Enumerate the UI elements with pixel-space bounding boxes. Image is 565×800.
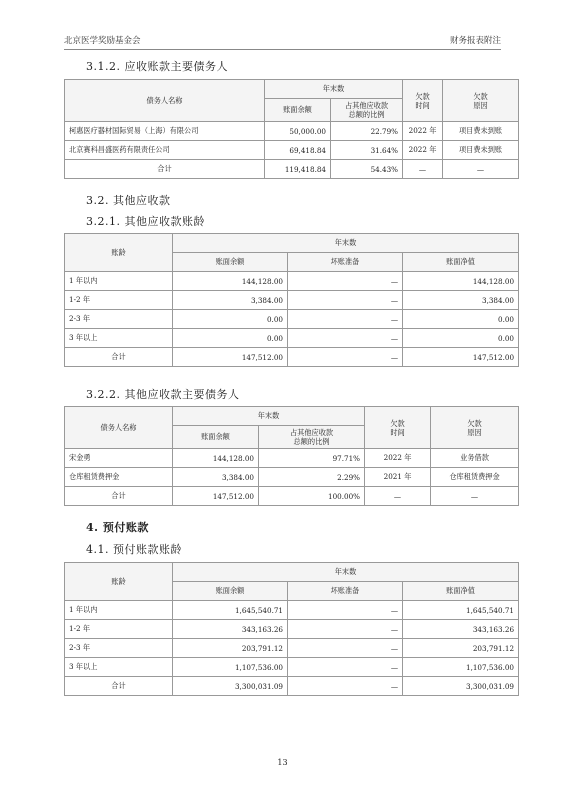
- cell-name: 仓库租赁费押金: [65, 468, 173, 487]
- cell-reason: 仓库租赁费押金: [431, 468, 519, 487]
- cell-balance: 1,107,536.00: [173, 658, 288, 677]
- cell-balance: 3,384.00: [173, 291, 288, 310]
- cell-name: 柯惠医疗器材国际贸易（上海）有限公司: [65, 122, 265, 141]
- cell-balance: 0.00: [173, 310, 288, 329]
- cell-net: 0.00: [403, 310, 519, 329]
- col-owed-time: 欠款 时间: [365, 407, 431, 449]
- col-aging: 账龄: [65, 234, 173, 272]
- table-row-total: [65, 348, 519, 367]
- cell-age: 3 年以上: [65, 658, 173, 677]
- cell-age: 合计: [65, 348, 173, 367]
- table-row-total: [65, 677, 519, 696]
- col-debtor-name: 债务人名称: [65, 80, 265, 122]
- table-prepayment-aging: [64, 562, 519, 696]
- table-other-receivable-debtors: [64, 406, 519, 506]
- cell-bad-debt: —: [288, 348, 403, 367]
- cell-time: —: [365, 487, 431, 506]
- table-row: [65, 329, 519, 348]
- cell-balance: 144,128.00: [173, 272, 288, 291]
- col-debtor-name: 债务人名称: [65, 407, 173, 449]
- cell-balance: 147,512.00: [173, 487, 259, 506]
- table-row: [65, 620, 519, 639]
- table-row: [65, 658, 519, 677]
- col-ratio: 占其他应收款 总额的比例: [331, 99, 403, 122]
- col-bad-debt: 坏账准备: [288, 253, 403, 272]
- table-row-total: [65, 160, 519, 179]
- cell-name: 合计: [65, 487, 173, 506]
- col-aging: 账龄: [65, 563, 173, 601]
- cell-name: 北京赛科昌盛医药有限责任公司: [65, 141, 265, 160]
- cell-net: 203,791.12: [403, 639, 519, 658]
- cell-time: —: [403, 160, 443, 179]
- cell-net: 1,645,540.71: [403, 601, 519, 620]
- cell-ratio: 2.29%: [259, 468, 365, 487]
- heading-3-2-2: 3.2.2. 其他应收款主要债务人: [86, 388, 240, 401]
- col-balance: 账面余额: [265, 99, 331, 122]
- col-ratio: 占其他应收款 总额的比例: [259, 426, 365, 449]
- cell-bad-debt: —: [288, 272, 403, 291]
- header-section: 财务报表附注: [449, 36, 501, 46]
- cell-balance: 69,418.84: [265, 141, 331, 160]
- cell-balance: 3,384.00: [173, 468, 259, 487]
- col-year-end: 年末数: [173, 234, 519, 253]
- cell-ratio: 31.64%: [331, 141, 403, 160]
- table-row: [65, 449, 519, 468]
- cell-reason: 项目费未到账: [443, 141, 519, 160]
- cell-ratio: 97.71%: [259, 449, 365, 468]
- col-year-end: 年末数: [173, 407, 365, 426]
- cell-net: 144,128.00: [403, 272, 519, 291]
- page-header: [64, 32, 501, 50]
- col-balance: 账面余额: [173, 253, 288, 272]
- col-net: 账面净值: [403, 582, 519, 601]
- cell-time: 2021 年: [365, 468, 431, 487]
- col-owed-reason: 欠款 原因: [431, 407, 519, 449]
- cell-age: 1 年以内: [65, 601, 173, 620]
- cell-age: 2-3 年: [65, 310, 173, 329]
- cell-net: 3,300,031.09: [403, 677, 519, 696]
- cell-bad-debt: —: [288, 639, 403, 658]
- cell-reason: —: [431, 487, 519, 506]
- table-row: [65, 272, 519, 291]
- col-balance: 账面余额: [173, 582, 288, 601]
- cell-net: 343,163.26: [403, 620, 519, 639]
- cell-age: 1-2 年: [65, 291, 173, 310]
- col-owed-time: 欠款 时间: [403, 80, 443, 122]
- cell-bad-debt: —: [288, 677, 403, 696]
- col-net: 账面净值: [403, 253, 519, 272]
- cell-balance: 119,418.84: [265, 160, 331, 179]
- cell-balance: 147,512.00: [173, 348, 288, 367]
- cell-name: 合计: [65, 160, 265, 179]
- cell-ratio: 100.00%: [259, 487, 365, 506]
- cell-net: 1,107,536.00: [403, 658, 519, 677]
- cell-time: 2022 年: [403, 122, 443, 141]
- cell-balance: 50,000.00: [265, 122, 331, 141]
- col-bad-debt: 坏账准备: [288, 582, 403, 601]
- heading-3-2: 3.2. 其他应收款: [86, 194, 171, 207]
- cell-balance: 1,645,540.71: [173, 601, 288, 620]
- cell-bad-debt: —: [288, 620, 403, 639]
- table-row: [65, 601, 519, 620]
- cell-ratio: 22.79%: [331, 122, 403, 141]
- col-year-end: 年末数: [265, 80, 403, 99]
- cell-ratio: 54.43%: [331, 160, 403, 179]
- cell-balance: 3,300,031.09: [173, 677, 288, 696]
- table-row: [65, 141, 519, 160]
- col-year-end: 年末数: [173, 563, 519, 582]
- cell-name: 宋金勇: [65, 449, 173, 468]
- cell-balance: 0.00: [173, 329, 288, 348]
- col-balance: 账面余额: [173, 426, 259, 449]
- cell-time: 2022 年: [365, 449, 431, 468]
- page-number: 13: [277, 758, 288, 767]
- cell-time: 2022 年: [403, 141, 443, 160]
- cell-bad-debt: —: [288, 658, 403, 677]
- cell-reason: 业务借款: [431, 449, 519, 468]
- table-row: [65, 291, 519, 310]
- cell-bad-debt: —: [288, 310, 403, 329]
- table-row-total: [65, 487, 519, 506]
- cell-reason: —: [443, 160, 519, 179]
- cell-net: 0.00: [403, 329, 519, 348]
- cell-balance: 343,163.26: [173, 620, 288, 639]
- heading-4: 4. 预付账款: [86, 521, 149, 534]
- cell-age: 1 年以内: [65, 272, 173, 291]
- cell-net: 147,512.00: [403, 348, 519, 367]
- table-receivable-debtors: [64, 79, 519, 179]
- cell-age: 1-2 年: [65, 620, 173, 639]
- cell-age: 合计: [65, 677, 173, 696]
- table-other-receivable-aging: [64, 233, 519, 367]
- table-row: [65, 122, 519, 141]
- heading-3-1-2: 3.1.2. 应收账款主要债务人: [86, 60, 228, 73]
- cell-net: 3,384.00: [403, 291, 519, 310]
- cell-reason: 项目费未到账: [443, 122, 519, 141]
- cell-bad-debt: —: [288, 601, 403, 620]
- table-row: [65, 310, 519, 329]
- header-org: 北京医学奖励基金会: [64, 36, 141, 46]
- cell-bad-debt: —: [288, 291, 403, 310]
- cell-balance: 203,791.12: [173, 639, 288, 658]
- cell-age: 2-3 年: [65, 639, 173, 658]
- cell-balance: 144,128.00: [173, 449, 259, 468]
- col-owed-reason: 欠款 原因: [443, 80, 519, 122]
- heading-3-2-1: 3.2.1. 其他应收款账龄: [86, 215, 205, 228]
- cell-bad-debt: —: [288, 329, 403, 348]
- cell-age: 3 年以上: [65, 329, 173, 348]
- heading-4-1: 4.1. 预付账款账龄: [86, 543, 182, 556]
- table-row: [65, 639, 519, 658]
- table-row: [65, 468, 519, 487]
